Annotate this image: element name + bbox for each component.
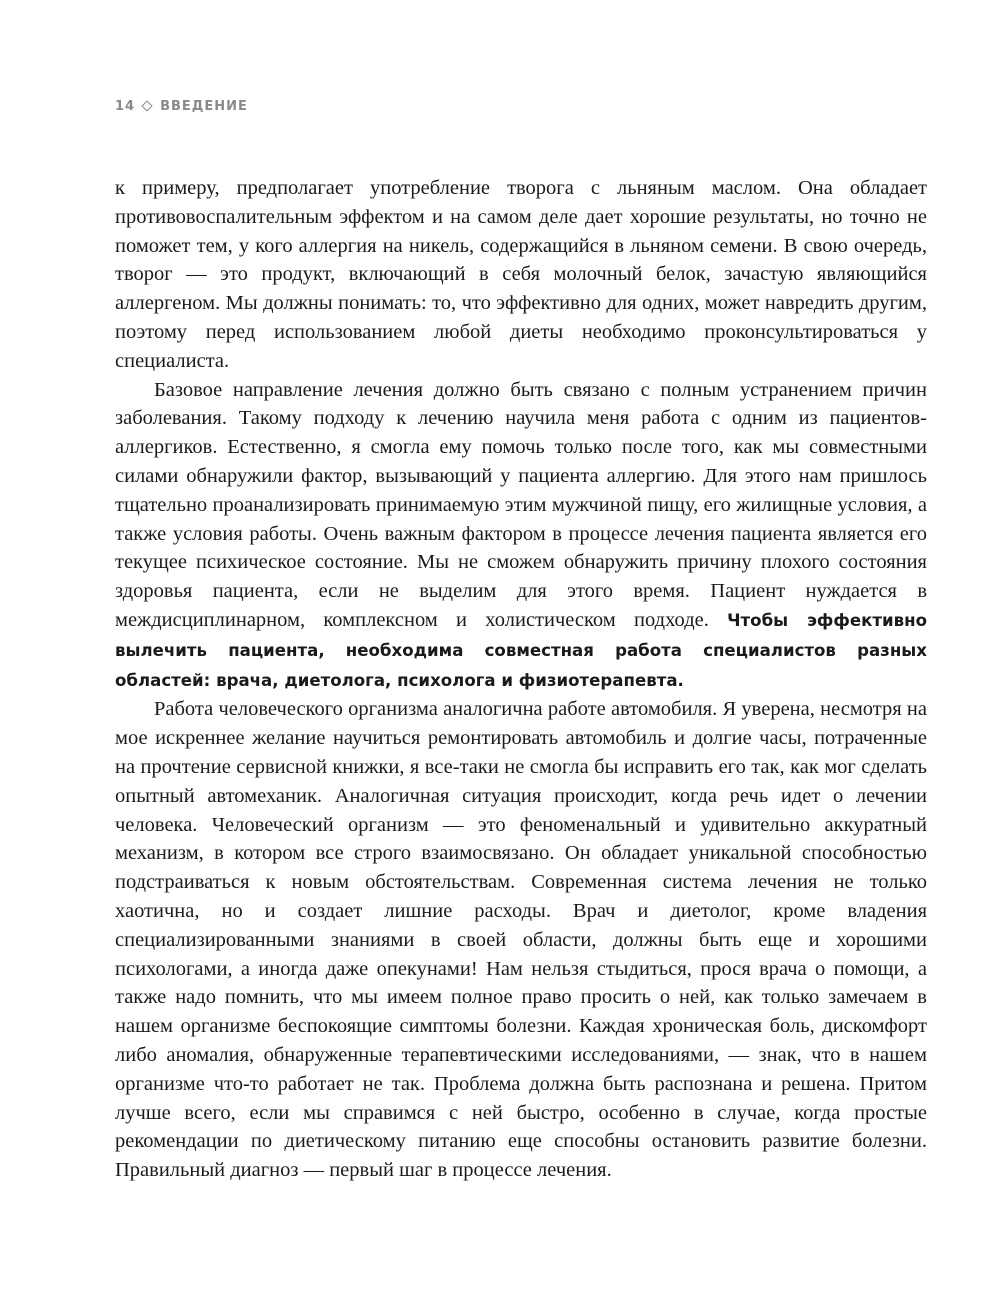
paragraph-2-text: Базовое направление лечения должно быть связано с полным устранением причин заболевания. Такому подходу к лечению научила меня работа с одним из пациентов-аллергиков. Естественно, я смогла ему помочь только после того, как мы совместными силами обнаружили фактор, вызывающий у пациента аллергию. Для этого нам пришлось тщательно проанализировать принимаемую этим мужчиной пищу, его жилищные условия, а также условия работы. Очень важным фактором в процессе лечения пациента является его текущее психическое состояние. Мы не сможем обнаружить причину плохого состояния здоровья пациента, если не выделим для этого время. Пациент нуждается в междисциплинарном, комплексном и холистическом подходе. — [115, 378, 927, 631]
paragraph-2-bold-text: Чтобы эффективно вылечить пациента, необходима совместная работа специалистов разных областей: врача, диетолога, психолога и физиотерапевта. — [115, 610, 927, 690]
diamond-icon — [141, 100, 152, 111]
paragraph-3-text: Работа человеческого организма аналогична работе автомобиля. Я уверена, несмотря на мое искреннее желание научиться ремонтировать автомобиль и долгие часы, потраченные на прочтение сервисной книжки, я все-таки не смогла бы исправить его так, как мог сделать опытный автомеханик. Аналогичная ситуация происходит, когда речь идет о лечении человека. Человеческий организм — это феноменальный и удивительно аккуратный механизм, в котором все строго взаимосвязано. Он обладает уникальной способностью подстраиваться к новым обстоятельствам. Современная система лечения не только хаотична, но и создает лишние расходы. Врач и диетолог, кроме владения специализированными знаниями в своей области, должны быть еще и хорошими психологами, а иногда даже опекунами! Нам нельзя стыдиться, прося врача о помощи, а также надо помнить, что мы имеем полное право просить о ней, как только замечаем в нашем организме беспокоящие симптомы болезни. Каждая хроническая боль, дискомфорт либо аномалия, обнаруженные терапевтическими исследованиями, — знак, что в нашем организме что-то работает не так. Проблема должна быть распознана и решена. Притом лучше всего, если мы справимся с ней быстро, особенно в случае, когда простые рекомендации по диетическому питанию еще способны остановить развитие болезни. Правильный диагноз — первый шаг в процессе лечения. — [115, 698, 927, 1182]
body-text — [115, 174, 927, 1185]
paragraph-3 — [115, 695, 927, 1185]
paragraph-2 — [115, 376, 927, 696]
paragraph-1-text: к примеру, предполагает употребление творога с льняным маслом. Она обладает противовоспалительным эффектом и на самом деле дает хорошие результаты, но точно не поможет тем, у кого аллергия на никель, содержащийся в льняном семени. В свою очередь, творог — это продукт, включающий в себя молочный белок, зачастую являющийся аллергеном. Мы должны понимать: то, что эффективно для одних, может навредить другим, поэтому перед использованием любой диеты необходимо проконсультироваться у специалиста. — [115, 177, 927, 372]
running-header — [115, 96, 248, 116]
paragraph-1 — [115, 174, 927, 376]
page-number: 14 — [115, 98, 136, 114]
section-title: ВВЕДЕНИЕ — [160, 98, 248, 114]
